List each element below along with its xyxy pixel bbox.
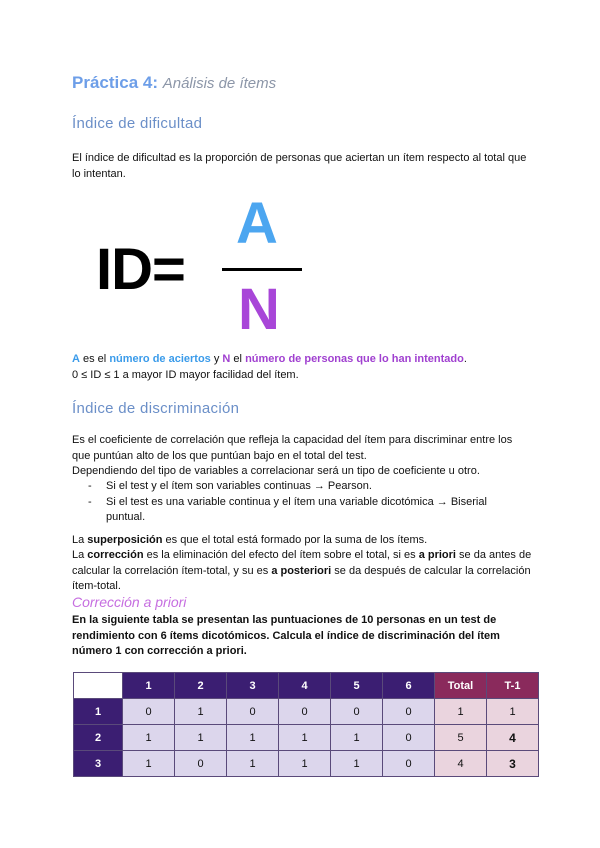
table-cell: 0 xyxy=(175,751,227,777)
scores-table xyxy=(73,672,539,777)
table-cell: 1 xyxy=(227,751,279,777)
table-corner xyxy=(74,673,123,699)
row-header: 1 xyxy=(74,699,123,725)
corr-pre: La xyxy=(72,549,88,561)
difficulty-heading: Índice de dificultad xyxy=(72,115,203,132)
table-cell: 0 xyxy=(279,699,331,725)
apriori-heading: Corrección a priori xyxy=(72,594,187,610)
table-row xyxy=(74,725,539,751)
t1-cell: 1 xyxy=(487,699,539,725)
t1-cell: 3 xyxy=(487,751,539,777)
total-cell: 1 xyxy=(435,699,487,725)
table-row xyxy=(74,699,539,725)
superposition-text xyxy=(72,533,532,549)
title-main: Práctica 4: xyxy=(72,73,158,92)
sup-post: es que el total está formado por la suma de los ítems. xyxy=(162,534,428,546)
col-header: 4 xyxy=(279,673,331,699)
t1-cell: 4 xyxy=(487,725,539,751)
table-cell: 0 xyxy=(383,699,435,725)
list-item: - Si el test y el ítem son variables continuas → Pearson. xyxy=(88,479,508,495)
table-cell: 1 xyxy=(123,751,175,777)
table-header-row xyxy=(74,673,539,699)
difficulty-formula xyxy=(96,191,316,342)
sup-term: superposición xyxy=(87,534,163,546)
legend-n: N xyxy=(222,353,231,365)
legend-text-3: el xyxy=(230,353,246,365)
legend-text-2: y xyxy=(210,353,223,365)
table-cell: 0 xyxy=(383,725,435,751)
table-cell: 1 xyxy=(123,725,175,751)
row-header: 2 xyxy=(74,725,123,751)
difficulty-definition: El índice de dificultad es la proporción de personas que aciertan un ítem respecto al total que lo intentan. xyxy=(72,152,527,180)
col-header-total: Total xyxy=(435,673,487,699)
table-cell: 1 xyxy=(331,751,383,777)
corr-post: se da después de calcular la correlación ítem-total. xyxy=(72,564,531,592)
discrimination-p2: Dependiendo del tipo de variables a correlacionar será un tipo de coeficiente u otro. xyxy=(72,465,480,477)
page-title xyxy=(72,73,276,93)
table-cell: 0 xyxy=(331,699,383,725)
legend-a: A xyxy=(72,353,80,365)
table-cell: 1 xyxy=(227,725,279,751)
row-header: 3 xyxy=(74,751,123,777)
total-cell: 4 xyxy=(435,751,487,777)
correction-text xyxy=(72,548,534,595)
table-cell: 1 xyxy=(175,725,227,751)
legend-text-4: . xyxy=(463,353,467,365)
col-header: 5 xyxy=(331,673,383,699)
corr-mid2: se da antes de calcular la correlación ítem-total, y su es xyxy=(72,549,532,577)
table-cell: 1 xyxy=(279,751,331,777)
legend-a-desc: número de aciertos xyxy=(109,353,211,365)
col-header: 1 xyxy=(123,673,175,699)
legend-n-desc: número de personas que lo han intentado xyxy=(245,353,464,365)
discrimination-heading: Índice de discriminación xyxy=(72,400,240,417)
problem-statement: En la siguiente tabla se presentan las puntuaciones de 10 personas en un test de rendimiento con 6 ítems dicotómicos. Calcula el índice de discriminación del ítem número 1 con corrección a priori. xyxy=(72,614,500,657)
difficulty-range: 0 ≤ ID ≤ 1 a mayor ID mayor facilidad del ítem. xyxy=(72,369,299,381)
formula-denominator: N xyxy=(238,277,280,342)
table-cell: 0 xyxy=(383,751,435,777)
corr-aposteriori: a posteriori xyxy=(271,564,332,577)
coefficient-list xyxy=(88,479,508,526)
table-cell: 1 xyxy=(175,699,227,725)
table-cell: 0 xyxy=(227,699,279,725)
col-header: 3 xyxy=(227,673,279,699)
total-cell: 5 xyxy=(435,725,487,751)
table-cell: 1 xyxy=(331,725,383,751)
fraction-line xyxy=(222,268,302,271)
col-header: 6 xyxy=(383,673,435,699)
corr-apriori: a priori xyxy=(418,549,456,561)
table-cell: 1 xyxy=(279,725,331,751)
col-header-t1: T-1 xyxy=(487,673,539,699)
col-header: 2 xyxy=(175,673,227,699)
table-cell: 0 xyxy=(123,699,175,725)
legend-text-1: es el xyxy=(79,353,110,365)
formula-numerator: A xyxy=(236,191,278,256)
discrimination-p1: Es el coeficiente de correlación que refleja la capacidad del ítem para discriminar entre los que puntúan alto de los que puntúan bajo en el total del test. xyxy=(72,434,513,462)
corr-term: corrección xyxy=(87,549,144,561)
sup-pre: La xyxy=(72,534,88,546)
list-item: - Si el test es una variable continua y el ítem una variable dicotómica → Biserial puntual. xyxy=(88,495,508,526)
title-sub: Análisis de ítems xyxy=(162,75,277,92)
formula-lhs: ID= xyxy=(96,237,185,302)
table-row xyxy=(74,751,539,777)
formula-legend xyxy=(72,352,532,368)
corr-mid1: es la eliminación del efecto del ítem sobre el total, si es xyxy=(143,549,419,561)
